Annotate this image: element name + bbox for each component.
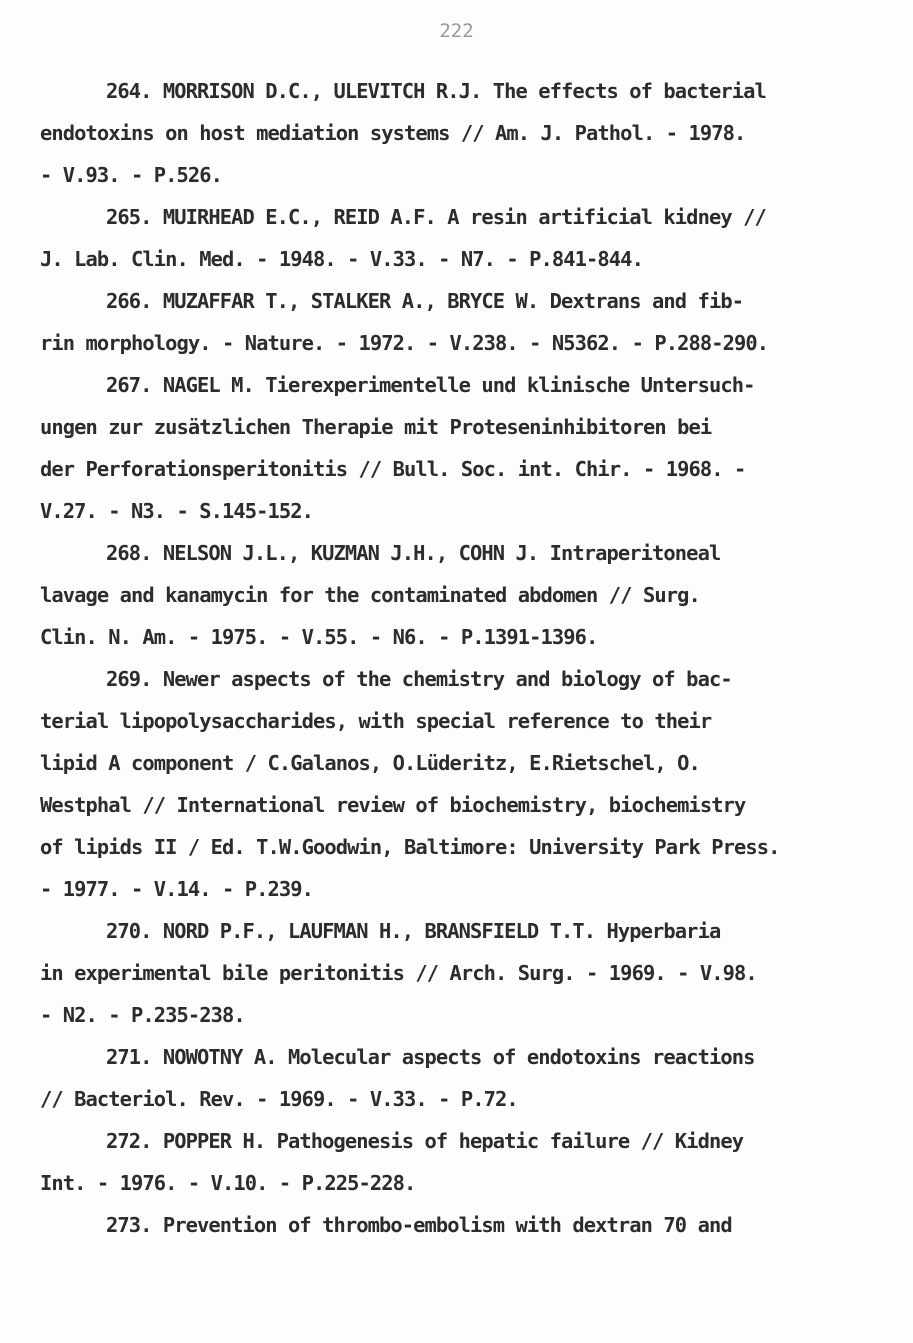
reference-line: 267. NAGEL M. Tierexperimentelle und klinische Untersuch-	[106, 373, 755, 397]
reference-entry-264	[40, 70, 900, 196]
reference-entry-272	[40, 1120, 900, 1204]
page-number: 222	[439, 20, 474, 42]
reference-line: V.27. - N3. - S.145-152.	[40, 499, 314, 523]
reference-entry-265	[40, 196, 900, 280]
reference-line: der Perforationsperitonitis // Bull. Soc. int. Chir. - 1968. -	[40, 457, 746, 481]
reference-line: // Bacteriol. Rev. - 1969. - V.33. - P.72.	[40, 1087, 518, 1111]
reference-line: lipid A component / C.Galanos, O.Lüderitz, E.Rietschel, O.	[40, 751, 700, 775]
reference-entry-268	[40, 532, 900, 658]
reference-line: Clin. N. Am. - 1975. - V.55. - N6. - P.1391-1396.	[40, 625, 598, 649]
reference-line: lavage and kanamycin for the contaminated abdomen // Surg.	[40, 583, 700, 607]
reference-line: - 1977. - V.14. - P.239.	[40, 877, 314, 901]
reference-line: Westphal // International review of biochemistry, biochemistry	[40, 793, 746, 817]
reference-line: 264. MORRISON D.C., ULEVITCH R.J. The effects of bacterial	[106, 79, 766, 103]
reference-line: in experimental bile peritonitis // Arch. Surg. - 1969. - V.98.	[40, 961, 757, 985]
reference-line: endotoxins on host mediation systems // Am. J. Pathol. - 1978.	[40, 121, 746, 145]
reference-line: J. Lab. Clin. Med. - 1948. - V.33. - N7. - P.841-844.	[40, 247, 643, 271]
reference-line: 265. MUIRHEAD E.C., REID A.F. A resin artificial kidney //	[106, 205, 766, 229]
reference-line: rin morphology. - Nature. - 1972. - V.238. - N5362. - P.288-290.	[40, 331, 769, 355]
reference-line: 273. Prevention of thrombo-embolism with dextran 70 and	[106, 1213, 732, 1237]
reference-line: 272. POPPER H. Pathogenesis of hepatic failure // Kidney	[106, 1129, 744, 1153]
reference-line: 269. Newer aspects of the chemistry and biology of bac-	[106, 667, 732, 691]
reference-entry-269	[40, 658, 900, 910]
reference-entry-266	[40, 280, 900, 364]
reference-line: 266. MUZAFFAR T., STALKER A., BRYCE W. Dextrans and fib-	[106, 289, 744, 313]
reference-entry-273	[40, 1204, 900, 1246]
reference-line: terial lipopolysaccharides, with special reference to their	[40, 709, 712, 733]
reference-line: of lipids II / Ed. T.W.Goodwin, Baltimore: University Park Press.	[40, 835, 780, 859]
reference-line: 271. NOWOTNY A. Molecular aspects of endotoxins reactions	[106, 1045, 755, 1069]
reference-entry-267	[40, 364, 900, 532]
reference-line: 270. NORD P.F., LAUFMAN H., BRANSFIELD T.T. Hyperbaria	[106, 919, 721, 943]
reference-line: Int. - 1976. - V.10. - P.225-228.	[40, 1171, 416, 1195]
reference-line: - N2. - P.235-238.	[40, 1003, 245, 1027]
reference-entry-271	[40, 1036, 900, 1120]
reference-line: - V.93. - P.526.	[40, 163, 223, 187]
reference-list	[40, 70, 900, 1246]
reference-entry-270	[40, 910, 900, 1036]
reference-line: 268. NELSON J.L., KUZMAN J.H., COHN J. Intraperitoneal	[106, 541, 721, 565]
reference-line: ungen zur zusätzlichen Therapie mit Proteseninhibitoren bei	[40, 415, 712, 439]
